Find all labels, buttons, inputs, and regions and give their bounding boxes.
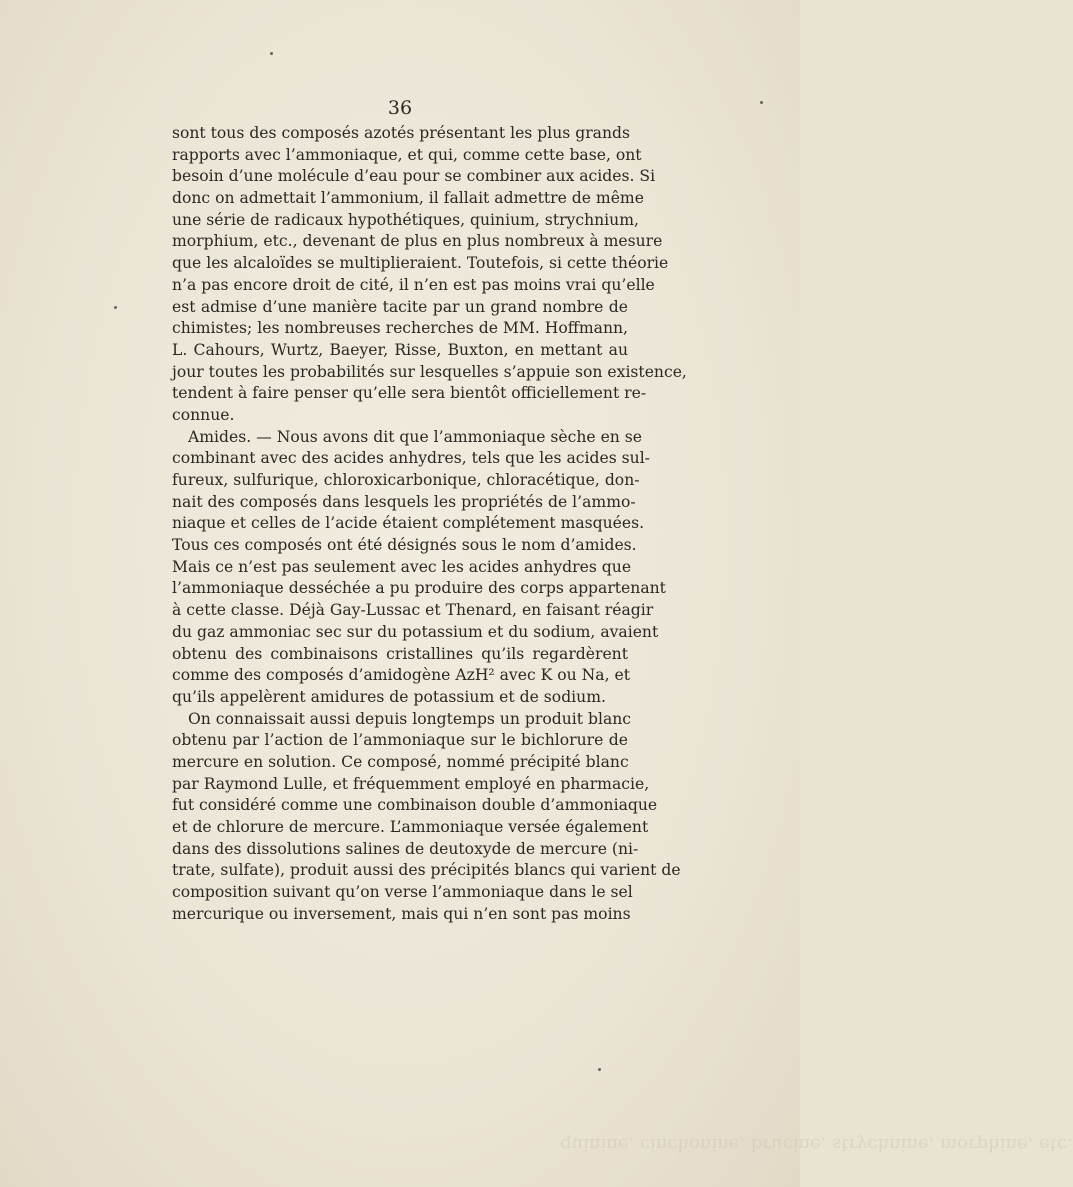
text-line: et de chlorure de mercure. L’ammoniaque versée également (172, 818, 649, 836)
text-line: dans des dissolutions salines de deutoxyde de mercure (ni- (172, 839, 639, 858)
text-line: sont tous des composés azotés présentant les plus grands (172, 124, 630, 142)
text-line: L. Cahours, Wurtz, Baeyer, Risse, Buxton, en mettant au (172, 340, 628, 359)
text-line: On connaissait aussi depuis longtemps un produit blanc (188, 709, 632, 728)
paper-speck (760, 101, 763, 104)
text-line: nait des composés dans lesquels les propriétés de l’ammo- (172, 492, 636, 511)
bleed-through-text: quinine, cinchonine, brucine, strychnine, morphine, etc. (560, 1134, 1073, 1155)
text-line: à cette classe. Déjà Gay-Lussac et Thenard, en faisant réagir (172, 601, 654, 620)
text-line: du gaz ammoniac sec sur du potassium et du sodium, avaient (172, 622, 659, 641)
text-line: obtenu des combinaisons cristallines qu’ils regardèrent (172, 644, 628, 663)
text-line: l’ammoniaque desséchée a pu produire des corps appartenant (172, 579, 666, 598)
text-line: fureux, sulfurique, chloroxicarbonique, chloracétique, don- (172, 471, 640, 489)
text-line: morphium, etc., devenant de plus en plus nombreux à mesure (172, 232, 663, 251)
text-line: Mais ce n’est pas seulement avec les acides anhydres que (172, 557, 632, 576)
text-line: Tous ces composés ont été désignés sous le nom d’amides. (172, 536, 637, 555)
text-line: combinant avec des acides anhydres, tels que les acides sul- (172, 449, 650, 468)
text-line: n’a pas encore droit de cité, il n’en est pas moins vrai qu’elle (172, 275, 655, 294)
text-line: une série de radicaux hypothétiques, quinium, strychnium, (172, 210, 639, 229)
text-line: donc on admettait l’ammonium, il fallait admettre de même (172, 189, 644, 208)
text-line: mercurique ou inversement, mais qui n’en sont pas moins (172, 904, 631, 923)
text-line: chimistes; les nombreuses recherches de MM. Hoffmann, (172, 319, 628, 338)
text-line: que les alcaloïdes se multiplieraient. Toutefois, si cette théorie (172, 254, 669, 273)
paper-speck (598, 1068, 601, 1071)
text-line: Amides. — Nous avons dit que l’ammoniaque sèche en se (188, 427, 643, 446)
text-line: comme des composés d’amidogène AzH² avec K ou Na, et (172, 666, 630, 685)
text-line: besoin d’une molécule d’eau pour se combiner aux acides. Si (172, 167, 656, 186)
text-line: obtenu par l’action de l’ammoniaque sur le bichlorure de (172, 731, 628, 750)
text-line: rapports avec l’ammoniaque, et qui, comme cette base, ont (172, 145, 642, 164)
text-line: trate, sulfate), produit aussi des précipités blancs qui varient de (172, 861, 681, 880)
page-number: 36 (387, 97, 413, 119)
text-line: qu’ils appelèrent amidures de potassium et de sodium. (172, 687, 606, 706)
text-line: tendent à faire penser qu’elle sera bientôt officiellement re- (172, 384, 647, 403)
text-line: composition suivant qu’on verse l’ammoniaque dans le sel (172, 883, 633, 902)
text-line: par Raymond Lulle, et fréquemment employé en pharmacie, (172, 774, 650, 793)
text-line: fut considéré comme une combinaison double d’ammoniaque (172, 796, 658, 815)
text-line: est admise d’une manière tacite par un grand nombre de (172, 297, 628, 316)
body-text (172, 123, 687, 925)
paper-speck (114, 306, 117, 309)
text-line: connue. (172, 405, 235, 424)
text-line: jour toutes les probabilités sur lesquelles s’appuie son existence, (172, 362, 687, 381)
paper-speck (270, 52, 273, 55)
text-line: niaque et celles de l’acide étaient complétement masquées. (172, 514, 645, 533)
text-line: mercure en solution. Ce composé, nommé précipité blanc (172, 752, 629, 771)
